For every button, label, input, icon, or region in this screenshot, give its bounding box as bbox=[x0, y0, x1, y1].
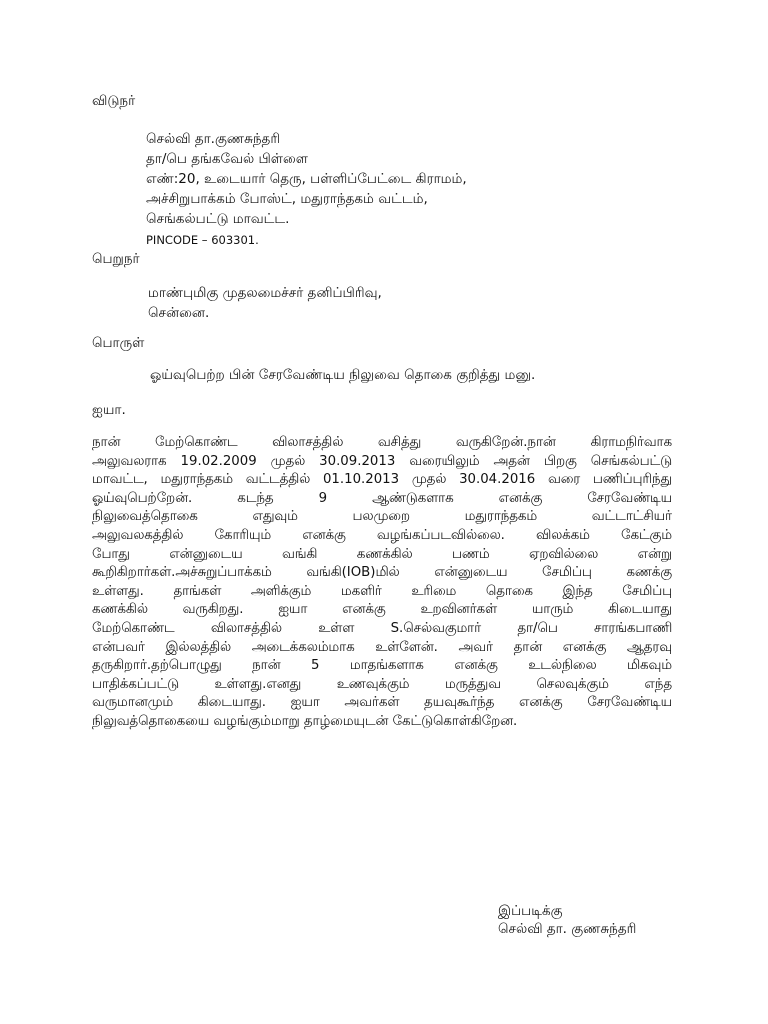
sender-post: அச்சிறுபாக்கம் போஸ்ட், மதுராந்தகம் வட்டம், bbox=[146, 191, 428, 207]
body-line: என்பவர் இல்லத்தில் அடைக்கலம்மாக உள்ளேன். அவர் தான் எனக்கு ஆதரவு bbox=[92, 639, 672, 655]
salutation: ஐயா. bbox=[92, 402, 126, 418]
body-line: நான் மேற்கொண்ட விலாசத்தில் வசித்து வருகிறேன்.நான் கிராமநிர்வாக bbox=[92, 435, 672, 450]
body-line: மாவட்ட, மதுராந்தகம் வட்டத்தில் 01.10.2013 முதல் 30.04.2016 வரை பணிப்புரிந்து bbox=[92, 472, 672, 488]
body-line: கூறிகிறார்கள்.அச்சுறுப்பாக்கம் வங்கி(IOB)மில் என்னுடைய சேமிப்பு கணக்கு bbox=[92, 565, 672, 581]
body-line: அலுவலராக 19.02.2009 முதல் 30.09.2013 வரையிலும் அதன் பிறகு செங்கல்பட்டு bbox=[92, 453, 672, 469]
body-line: தருகிறார்.தற்பொழுது நான் 5 மாதங்களாக எனக்கு உடல்நிலை மிகவும் bbox=[92, 658, 672, 674]
sender-district: செங்கல்பட்டு மாவட்ட. bbox=[146, 211, 290, 227]
sender-name: செல்வி தா.குணசுந்தரி bbox=[146, 131, 281, 147]
recipient-label: பெறுநர் bbox=[92, 251, 140, 267]
sender-label: விடுநர் bbox=[92, 93, 136, 109]
sender-pincode: PINCODE – 603301. bbox=[146, 233, 259, 247]
recipient-city: சென்னை. bbox=[148, 305, 210, 321]
body-line: நிலுவைத்தொகை எதுவும் பலமுறை மதுராந்தகம் வட்டாட்சியர் bbox=[92, 509, 672, 525]
body-line: மேற்கொண்ட விலாசத்தில் உள்ள S.செல்வகுமார் தா/பெ சாரங்கபாணி bbox=[92, 620, 672, 636]
recipient-office: மாண்புமிகு முதலமைச்சர் தனிப்பிரிவு, bbox=[148, 285, 382, 301]
body-line: உள்ளது. தாங்கள் அளிக்கும் மகளிர் உரிமை தொகை இந்த சேமிப்பு bbox=[92, 583, 672, 599]
body-line: பாதிக்கப்பட்டு உள்ளது.எனது உணவுக்கும் மருத்துவ செலவுக்கும் எந்த bbox=[92, 676, 672, 692]
signature: செல்வி தா. குணசுந்தரி bbox=[498, 921, 637, 937]
body-line: நிலுவத்தொகையை வழங்கும்மாறு தாழ்மையுடன் கேட்டுகொள்கிறேன. bbox=[92, 713, 518, 729]
body-line: கணக்கில் வருகிறது. ஐயா எனக்கு உறவினர்கள் யாரும் கிடையாது bbox=[92, 602, 672, 618]
letter-body bbox=[92, 434, 672, 732]
subject-text: ஓய்வுபெற்ற பின் சேரவேண்டிய நிலுவை தொகை குறித்து மனு. bbox=[150, 367, 536, 383]
sender-street: எண்:20, உடையார் தெரு, பள்ளிப்பேட்டை கிராமம், bbox=[146, 171, 467, 187]
closing-text: இப்படிக்கு bbox=[498, 903, 563, 919]
body-line: போது என்னுடைய வங்கி கணக்கில் பணம் ஏறவில்லை என்று bbox=[92, 546, 672, 562]
subject-label: பொருள் bbox=[92, 335, 145, 351]
body-line: வருமானமும் கிடையாது. ஐயா அவர்கள் தயவுகூர்ந்த எனக்கு சேரவேண்டிய bbox=[92, 695, 672, 711]
sender-guardian: தா/பெ தங்கவேல் பிள்ளை bbox=[146, 151, 308, 167]
body-line: அலுவலகத்தில் கோரியும் எனக்கு வழங்கப்படவில்லை. விலக்கம் கேட்கும் bbox=[92, 527, 672, 543]
body-line: ஓய்வுபெற்றேன். கடந்த 9 ஆண்டுகளாக எனக்கு சேரவேண்டிய bbox=[92, 490, 672, 506]
